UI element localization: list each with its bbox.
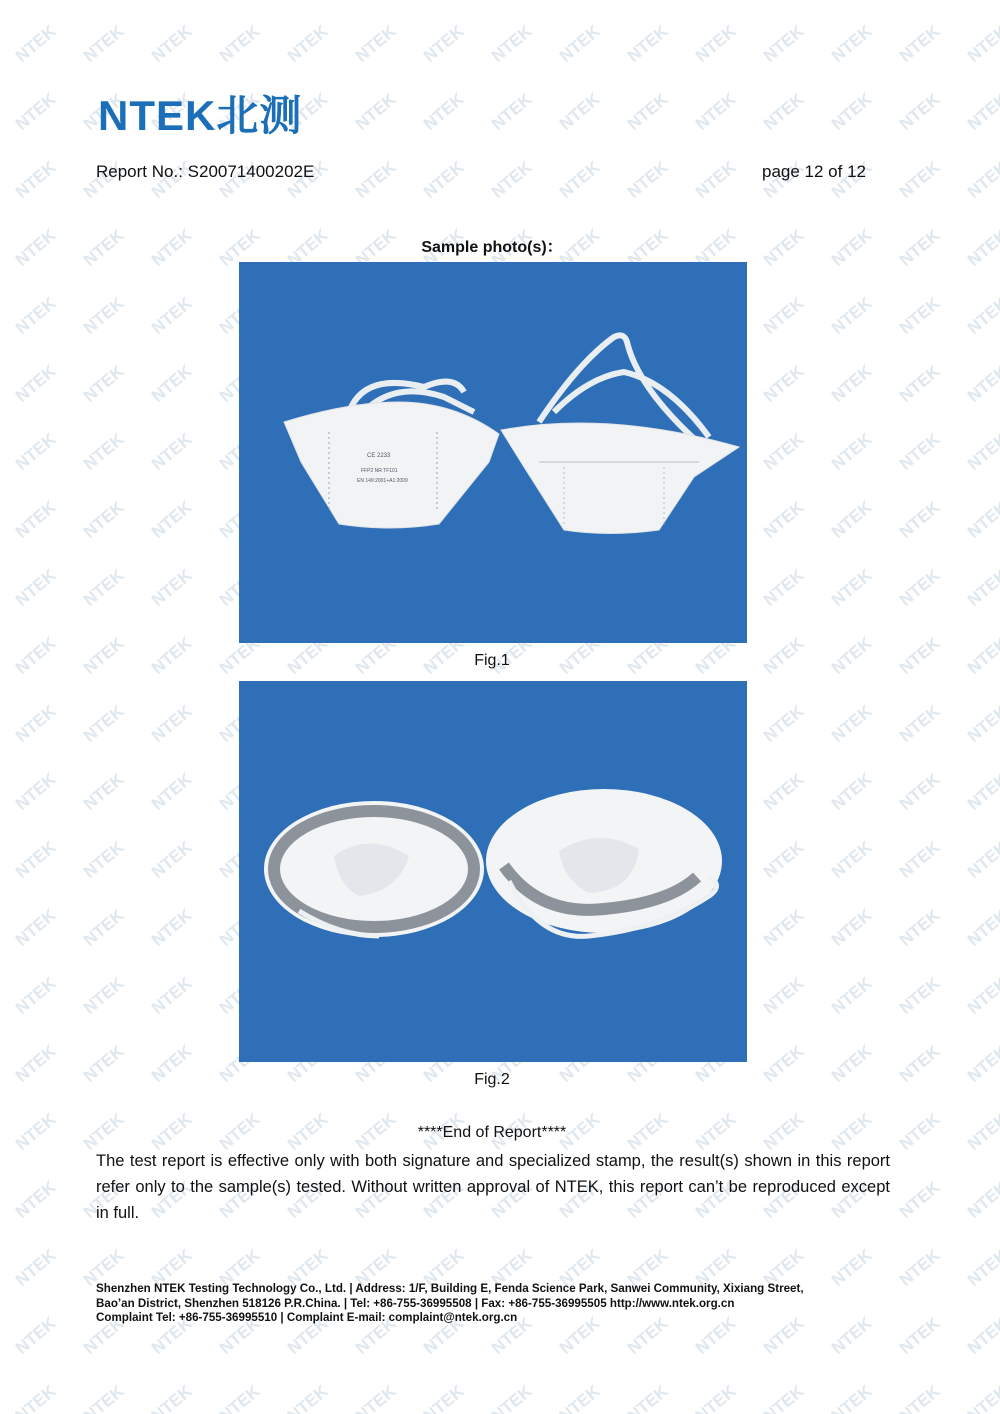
logo-text: NTEK北测 bbox=[98, 92, 303, 139]
svg-text:FFP2 NR TF101: FFP2 NR TF101 bbox=[361, 468, 398, 474]
footer-line-2: Bao’an District, Shenzhen 518126 P.R.China. | Tel: +86-755-36995508 | Fax: +86-755-36995505 http://www.ntek.org.cn bbox=[96, 1296, 735, 1310]
fig1-caption: Fig.1 bbox=[474, 652, 510, 669]
svg-text:EN 149:2001+A1:2009: EN 149:2001+A1:2009 bbox=[357, 478, 408, 484]
report-number: Report No.: S20071400202E bbox=[96, 162, 315, 181]
footer bbox=[96, 1282, 896, 1326]
ntek-logo bbox=[98, 92, 368, 140]
footer-line-1: Shenzhen NTEK Testing Technology Co., Ltd. | Address: 1/F, Building E, Fenda Science Park, Sanwei Community, Xixiang Street, bbox=[96, 1282, 804, 1295]
svg-text:CE 2233: CE 2233 bbox=[367, 453, 391, 459]
mask-outer-view-image bbox=[239, 262, 747, 643]
disclaimer-text: The test report is effective only with both signature and specialized stamp, the result(s) shown in this report refer only to the sample(s) tested. Without written approval of NTEK, this report can’t be reproduced except in full. bbox=[96, 1152, 890, 1222]
fig2-caption: Fig.2 bbox=[474, 1071, 510, 1088]
page-number: page 12 of 12 bbox=[762, 162, 866, 181]
end-of-report: ****End of Report**** bbox=[417, 1124, 567, 1141]
sample-photo-fig2 bbox=[239, 681, 747, 1062]
sample-photo-fig1 bbox=[239, 262, 747, 643]
section-title: Sample photo(s)： bbox=[421, 239, 563, 256]
mask-inner-view-image bbox=[239, 681, 747, 1062]
footer-line-3: Complaint Tel: +86-755-36995510 | Complaint E-mail: complaint@ntek.org.cn bbox=[96, 1311, 518, 1324]
